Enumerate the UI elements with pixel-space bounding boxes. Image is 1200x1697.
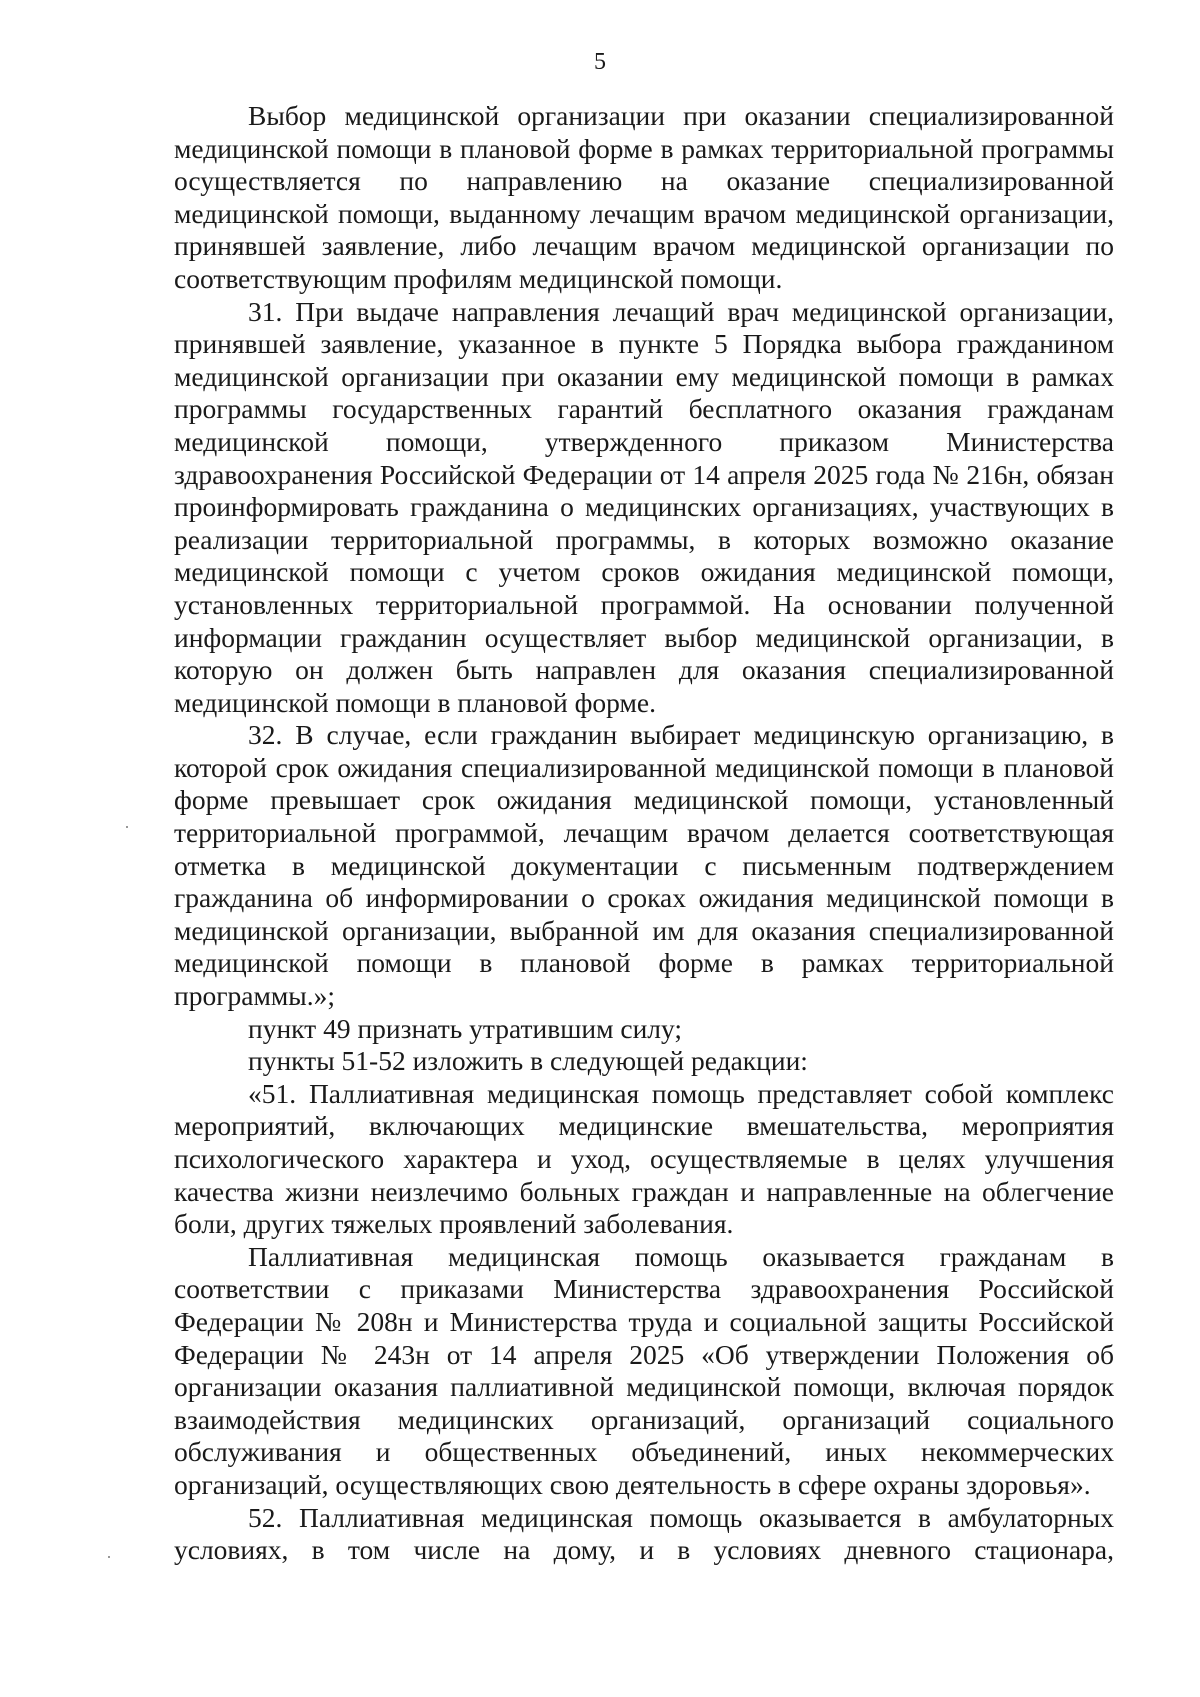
scan-speck (108, 1556, 110, 1558)
paragraph-item-32: 32. В случае, если гражданин выбирает медицинскую организацию, в которой срок ожидания специализированной медицинской помощи в плановой форме превышает срок ожидания медицинской помощи, установленный территориальной программой, лечащим врачом делается соответствующая отметка в медицинской документации с письменным подтверждением гражданина об информировании о сроках ожидания медицинской помощи в медицинской организации, выбранной им для оказания специализированной медицинской помощи в плановой форме в рамках территориальной программы.»; (174, 719, 1114, 1012)
paragraph-item-51: «51. Паллиативная медицинская помощь представляет собой комплекс мероприятий, включающих медицинские вмешательства, мероприятия психологического характера и уход, осуществляемые в целях улучшения качества жизни неизлечимо больных граждан и направленные на облегчение боли, других тяжелых проявлений заболевания. (174, 1077, 1114, 1240)
document-body (174, 100, 1114, 1567)
paragraph-specialized-care-choice: Выбор медицинской организации при оказании специализированной медицинской помощи в плановой форме в рамках территориальной программы осуществляется по направлению на оказание специализированной медицинской помощи, выданному лечащим врачом медицинской организации, принявшей заявление, либо лечащим врачом медицинской организации по соответствующим профилям медицинской помощи. (174, 100, 1114, 294)
scan-speck (126, 826, 128, 828)
page-number: 5 (594, 49, 606, 75)
paragraph-palliative-orders: Паллиативная медицинская помощь оказывается гражданам в соответствии с приказами Министерства здравоохранения Российской Федерации № 208н и Министерства труда и социальной защиты Российской Федерации № 243н от 14 апреля 2025 «Об утверждении Положения об организации оказания паллиативной медицинской помощи, включая порядок взаимодействия медицинских организаций, организаций социального обслуживания и общественных объединений, иных некоммерческих организаций, осуществляющих свою деятельность в сфере охраны здоровья». (174, 1240, 1114, 1500)
paragraph-item-52: 52. Паллиативная медицинская помощь оказывается в амбулаторных условиях, в том числе на дому, и в условиях дневного стационара, (174, 1501, 1114, 1566)
paragraph-item-31: 31. При выдаче направления лечащий врач медицинской организации, принявшей заявление, указанное в пункте 5 Порядка выбора гражданином медицинской организации при оказании ему медицинской помощи в рамках программы государственных гарантий бесплатного оказания гражданам медицинской помощи, утвержденного приказом Министерства здравоохранения Российской Федерации от 14 апреля 2025 года № 216н, обязан проинформировать гражданина о медицинских организациях, участвующих в реализации территориальной программы, в которых возможно оказание медицинской помощи с учетом сроков ожидания медицинской помощи, установленных территориальной программой. На основании полученной информации гражданин осуществляет выбор медицинской организации, в которую он должен быть направлен для оказания специализированной медицинской помощи в плановой форме. (174, 295, 1114, 718)
paragraph-item-49-repealed: пункт 49 признать утратившим силу; (248, 1012, 683, 1044)
paragraph-items-51-52-intro: пункты 51-52 изложить в следующей редакции: (248, 1045, 808, 1077)
